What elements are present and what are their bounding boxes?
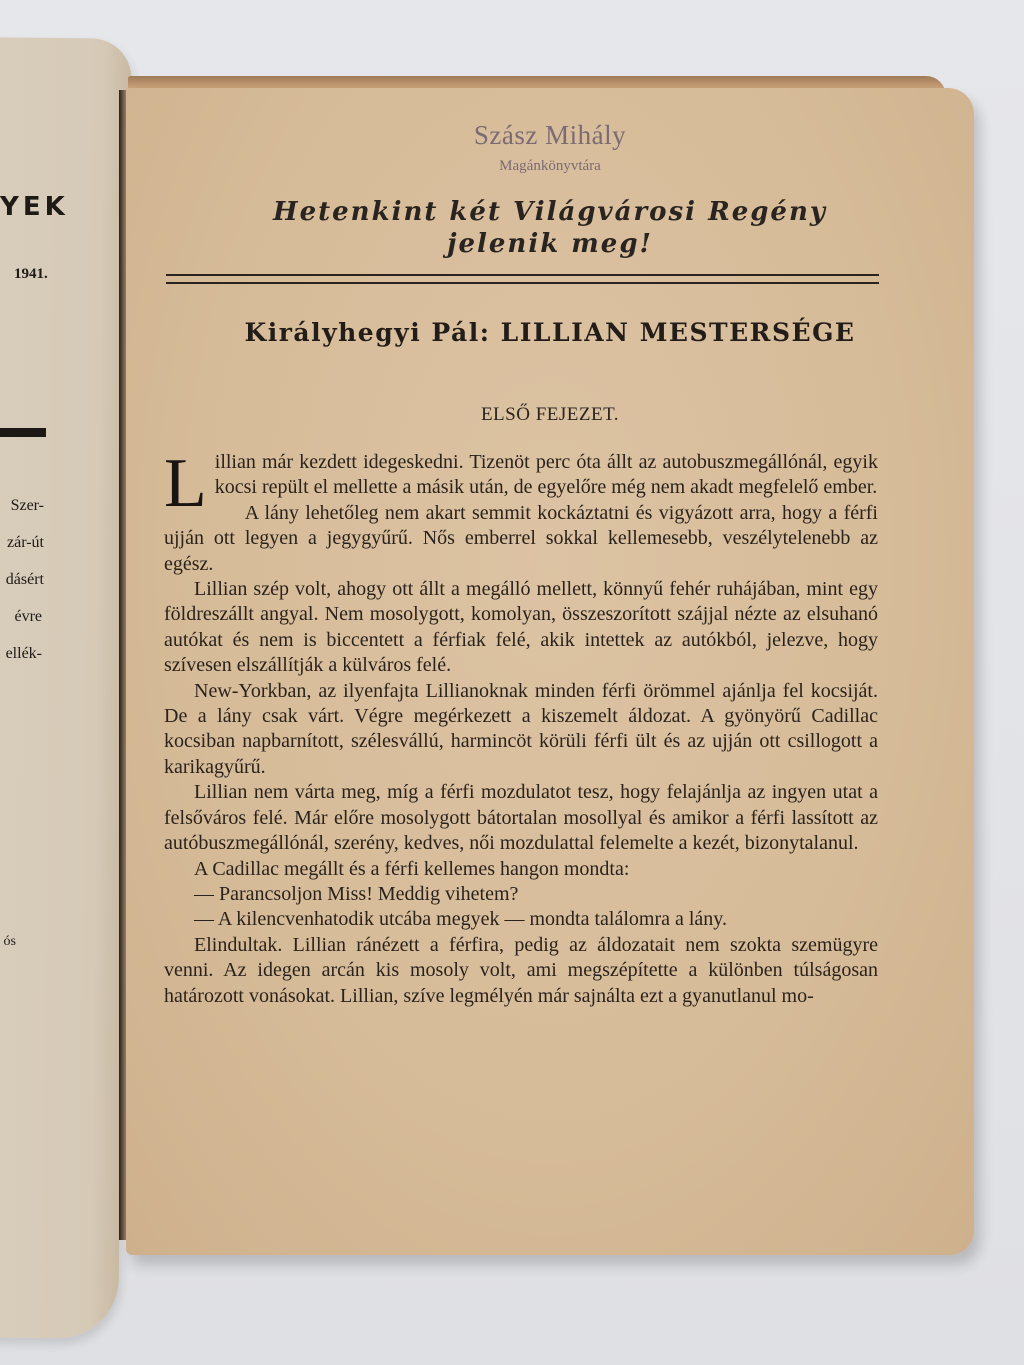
drop-cap: L xyxy=(164,445,207,522)
story-title: Királyhegyi Pál: LILLIAN MESTERSÉGE xyxy=(244,318,856,347)
left-page-fragment: dásért xyxy=(5,571,44,588)
paragraph-text: illian már kezdett idegeskedni. Tizenöt perc óta állt az autobuszmegállónál, egyik kocsi repült el mellette a másik után, de egyelőre még nem akadt megfelelő ember. xyxy=(214,451,878,499)
promo-line-1: Hetenkint két Világvárosi Regény xyxy=(273,197,827,227)
left-page-fragment: zár-út xyxy=(7,534,44,551)
dialog-line: — A kilencvenhatodik utcába megyek — mondta találomra a lány. xyxy=(194,908,727,931)
left-page-fragment: évre xyxy=(14,608,42,625)
left-page xyxy=(0,37,132,1338)
paragraph: Lillian szép volt, ahogy ott állt a megálló mellett, könnyű fehér ruhájában, mint egy földreszállt angyal. Nem mosolygott, komolyan, összeszorított szájjal nézte az elsuhanó autókat és nem is biccentett a férfiak felé, akik intettek az autókból, jelezve, hogy szívesen elszállítják a külváros felé. xyxy=(164,578,878,677)
promo-line-2: jelenik meg! xyxy=(447,229,653,259)
left-page-rule xyxy=(0,428,46,437)
dialog-line: — Parancsoljon Miss! Meddig vihetem? xyxy=(194,882,519,905)
ownership-stamp-name: Szász Mihály xyxy=(473,120,627,150)
paragraph xyxy=(164,445,878,522)
left-page-fragment: Szer- xyxy=(10,497,44,514)
left-page-year: 1941. xyxy=(14,266,48,282)
paragraph: A Cadillac megállt és a férfi kellemes hangon mondta: xyxy=(194,857,630,880)
left-page-fragment: ellék- xyxy=(5,645,42,662)
ownership-stamp-subtitle: Magánkönyvtára xyxy=(499,158,601,174)
double-rule-divider xyxy=(166,274,879,284)
left-page-fragment: ós xyxy=(3,934,16,949)
paragraph: New-Yorkban, az ilyenfajta Lillianoknak minden férfi örömmel ajánlja fel kocsiját. De a lány csak várt. Végre megérkezett a kiszemelt áldozat. A gyönyörű Cadillac kocsiban napbarnított, szélesvállú, harmincöt körüli férfi ült és az ujján ott csillogott a karikagyűrű. xyxy=(164,679,878,778)
paragraph: Elindultak. Lillian ránézett a férfira, pedig az áldozatait nem szokta szemügyre venni. Az idegen arcán kis mosoly volt, ami megszépítette a különben túlságosan határozott vonásokat. Lillian, szíve legmélyén már sajnálta ezt a gyanutlanul mo- xyxy=(164,933,878,1007)
left-page-header-fragment: YEK xyxy=(0,192,69,222)
chapter-heading: ELSŐ FEJEZET. xyxy=(480,404,620,425)
story-body xyxy=(164,445,878,1009)
paragraph: Lillian nem várta meg, míg a férfi mozdulatot tesz, hogy felajánlja az ingyen utat a felsőváros felé. Már előre mosolygott bátortalan mosollyal és amikor a férfi lassított az autóbuszmegállónál, szerény, kedves, női mozdulattal felemelte a kezét, bizonytalanul. xyxy=(164,781,878,855)
promo-banner xyxy=(126,196,974,260)
paragraph: A lány lehetőleg nem akart semmit kockáztatni és vigyázott arra, hogy a férfi ujján ott legyen a jegygyűrű. Nős emberrel sokkal kellemesebb, veszélytelenebb az egész. xyxy=(164,501,878,575)
right-page xyxy=(126,88,974,1255)
